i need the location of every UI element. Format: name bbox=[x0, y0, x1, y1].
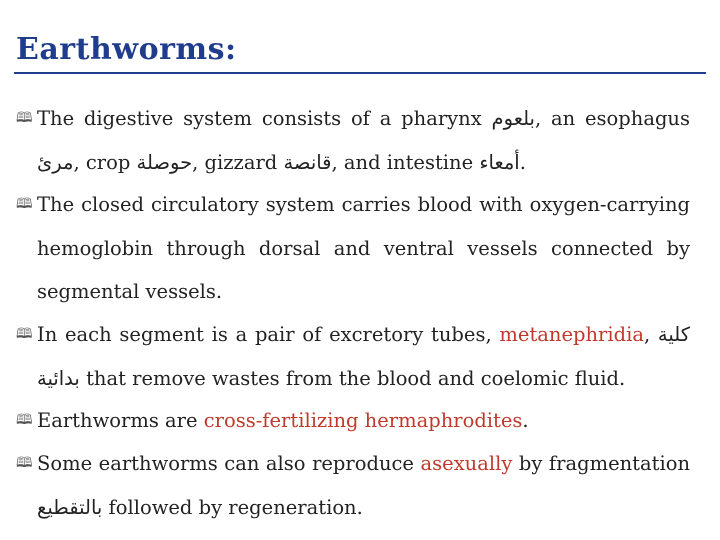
arabic-term: مرئ bbox=[37, 150, 74, 174]
bullet-digestive-system: 🕮 The digestive system consists of a pharynx بلعوم, an esophagus مرئ, crop حوصلة, gizzard قانصة, and intestine أمعاء. bbox=[16, 97, 690, 184]
arabic-term: قانصة bbox=[283, 150, 332, 174]
slide-title: Earthworms: bbox=[16, 32, 237, 67]
arabic-term: أمعاء bbox=[479, 150, 520, 174]
arabic-term: بلعوم bbox=[491, 107, 535, 130]
book-bullet-icon: 🕮 bbox=[16, 110, 33, 126]
title-underline bbox=[14, 72, 706, 74]
bullet-excretory-system: 🕮 In each segment is a pair of excretory tubes, metanephridia, كلية بدائية that remove wastes from the blood and coelomic fluid. bbox=[16, 313, 690, 400]
book-bullet-icon: 🕮 bbox=[16, 412, 33, 428]
book-bullet-icon: 🕮 bbox=[16, 455, 33, 471]
highlight-term: metanephridia bbox=[499, 323, 644, 346]
book-bullet-icon: 🕮 bbox=[16, 326, 33, 342]
book-bullet-icon: 🕮 bbox=[16, 196, 33, 212]
arabic-term: حوصلة bbox=[136, 150, 193, 174]
bullet-circulatory-system: 🕮 The closed circulatory system carries blood with oxygen-carrying hemoglobin through dorsal and ventral vessels connected by segmental vessels. bbox=[16, 183, 690, 314]
bullet-reproduction: 🕮 Earthworms are cross-fertilizing hermaphrodites. bbox=[16, 399, 690, 443]
arabic-term: كلية بدائية bbox=[37, 323, 690, 390]
bullet-asexual-reproduction: 🕮 Some earthworms can also reproduce asexually by fragmentation بالتقطيع followed by regeneration. bbox=[16, 442, 690, 529]
highlight-term: asexually bbox=[420, 452, 513, 475]
highlight-term: cross-fertilizing hermaphrodites bbox=[203, 409, 523, 432]
arabic-term: بالتقطيع bbox=[37, 495, 103, 519]
